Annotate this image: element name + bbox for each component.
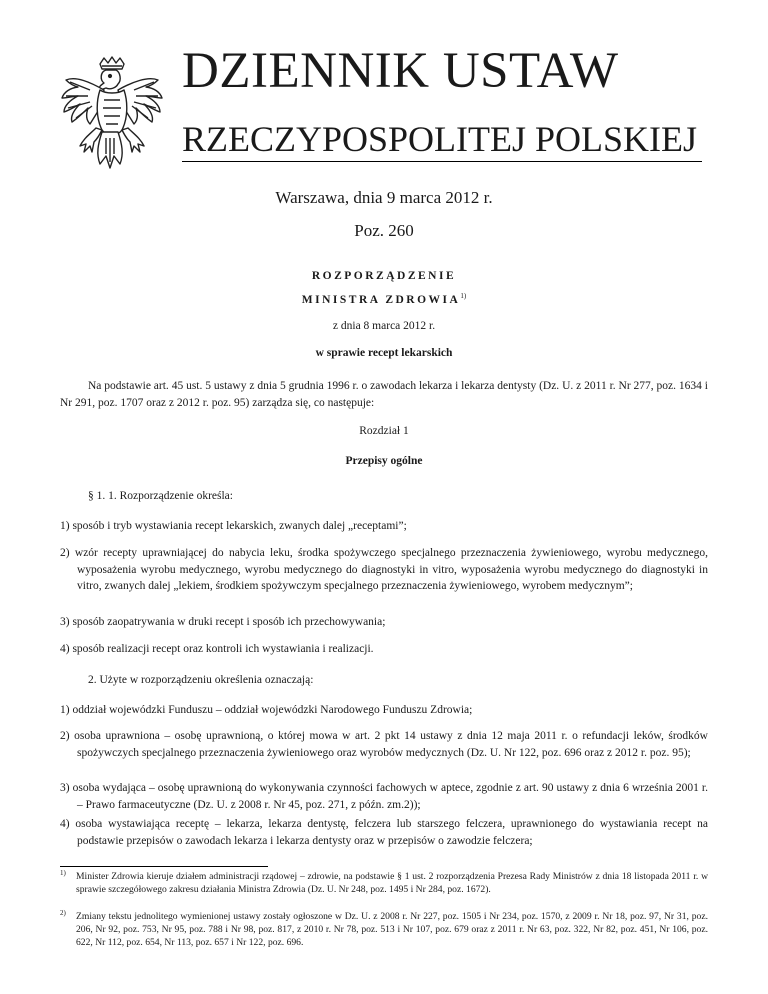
footnote: [60, 910, 708, 949]
footnote-mark: 2): [60, 909, 66, 917]
chapter-number: Rozdział 1: [359, 425, 409, 437]
journal-title: DZIENNIK USTAW: [182, 43, 619, 99]
list-item: 3) sposób zaopatrywania w druki recept i sposób ich przechowywania;: [60, 616, 386, 628]
header-divider: [182, 161, 702, 162]
journal-subtitle: RZECZYPOSPOLITEJ POLSKIEJ: [182, 119, 698, 159]
list-item: 4) sposób realizacji recept oraz kontroli ich wystawiania i realizacji.: [60, 643, 374, 655]
act-date: z dnia 8 marca 2012 r.: [332, 320, 436, 332]
footnote-ref-1[interactable]: 1): [460, 292, 467, 300]
preamble: Na podstawie art. 45 ust. 5 ustawy z dnia 5 grudnia 1996 r. o zawodach lekarza i lekarza dentysty (Dz. U. z 2011 r. Nr 277, poz. 1634 i Nr 291, poz. 1707 oraz z 2012 r. poz. 95) zarządza się, co następuje:: [60, 380, 708, 409]
polish-eagle-emblem-icon: [60, 56, 164, 182]
act-type: ROZPORZĄDZENIE: [311, 270, 457, 282]
footnote-divider: [60, 866, 268, 867]
footnote-mark: 1): [60, 869, 66, 877]
definition-item: 4) osoba wystawiająca receptę – lekarza, lekarza dentystę, felczera lub starszego felczera, uprawnionego do wystawiania recept na podstawie przepisów o zawodach lekarza i lekarza dentysty oraz w przepisów o zawodzie felczera;: [60, 818, 708, 847]
section-1-intro: § 1. 1. Rozporządzenie określa:: [88, 490, 233, 502]
definition-item: 3) osoba wydająca – osobę uprawnioną do wykonywania czynności fachowych w aptece, zgodnie z art. 90 ustawy z dnia 6 września 2001 r. – Prawo farmaceutyczne (Dz. U. z 2008 r. Nr 45, poz. 271, z późn. zm.2));: [60, 782, 708, 811]
act-issuer-text: MINISTRA ZDROWIA: [301, 293, 461, 306]
footnote-text: Zmiany tekstu jednolitego wymienionej ustawy zostały ogłoszone w Dz. U. z 2008 r. Nr 227, poz. 1505 i Nr 234, poz. 1570, z 2009 r. Nr 18, poz. 97, Nr 31, poz. 206, Nr 92, poz. 753, Nr 95, poz. 788 i Nr 98, poz. 817, z 2010 r. Nr 78, poz. 513 i Nr 107, poz. 679 oraz z 2011 r. Nr 63, poz. 322, Nr 82, poz. 451, Nr 106, poz. 622, Nr 112, poz. 654, Nr 113, poz. 657 i Nr 122, poz. 696.: [76, 911, 708, 948]
list-item: 2) wzór recepty uprawniającej do nabycia leku, środka spożywczego specjalnego przeznaczenia żywieniowego, wyrobu medycznego, wyposażenia wyrobu medycznego, wyrobu medycznego do diagnostyki in vitro, wyposażenia wyrobu medycznego do diagnostyki in vitro, zwanych dalej „lekiem, środkiem spożywczym specjalnego przeznaczenia żywieniowego, wyrobem medycznym”;: [60, 547, 708, 593]
position-number: Poz. 260: [354, 221, 414, 240]
chapter-title: Przepisy ogólne: [345, 455, 423, 467]
definition-item: 1) oddział wojewódzki Funduszu – oddział wojewódzki Narodowego Funduszu Zdrowia;: [60, 704, 473, 716]
section-1-para-2-intro: 2. Użyte w rozporządzeniu określenia oznaczają:: [88, 674, 314, 686]
footnote: [60, 870, 708, 896]
list-item: 1) sposób i tryb wystawiania recept lekarskich, zwanych dalej „receptami”;: [60, 520, 407, 532]
definition-item: 2) osoba uprawniona – osobę uprawnioną, o której mowa w art. 2 pkt 14 ustawy z dnia 12 maja 2011 r. o refundacji leków, środków spożywczych specjalnego przeznaczenia żywieniowego oraz wyrobów medycznych (Dz. U. Nr 122, poz. 696 oraz z 2012 r. poz. 95);: [60, 730, 708, 759]
issue-dateline: Warszawa, dnia 9 marca 2012 r.: [275, 188, 493, 207]
act-issuer: [0, 292, 768, 306]
footnote-text: Minister Zdrowia kieruje działem administracji rządowej – zdrowie, na podstawie § 1 ust. 2 rozporządzenia Prezesa Rady Ministrów z dnia 18 listopada 2011 r. w sprawie szczegółowego zakresu działania Ministra Zdrowia (Dz. U. Nr 248, poz. 1495 i Nr 284, poz. 1672).: [76, 871, 708, 895]
act-subject: w sprawie recept lekarskich: [315, 347, 453, 359]
